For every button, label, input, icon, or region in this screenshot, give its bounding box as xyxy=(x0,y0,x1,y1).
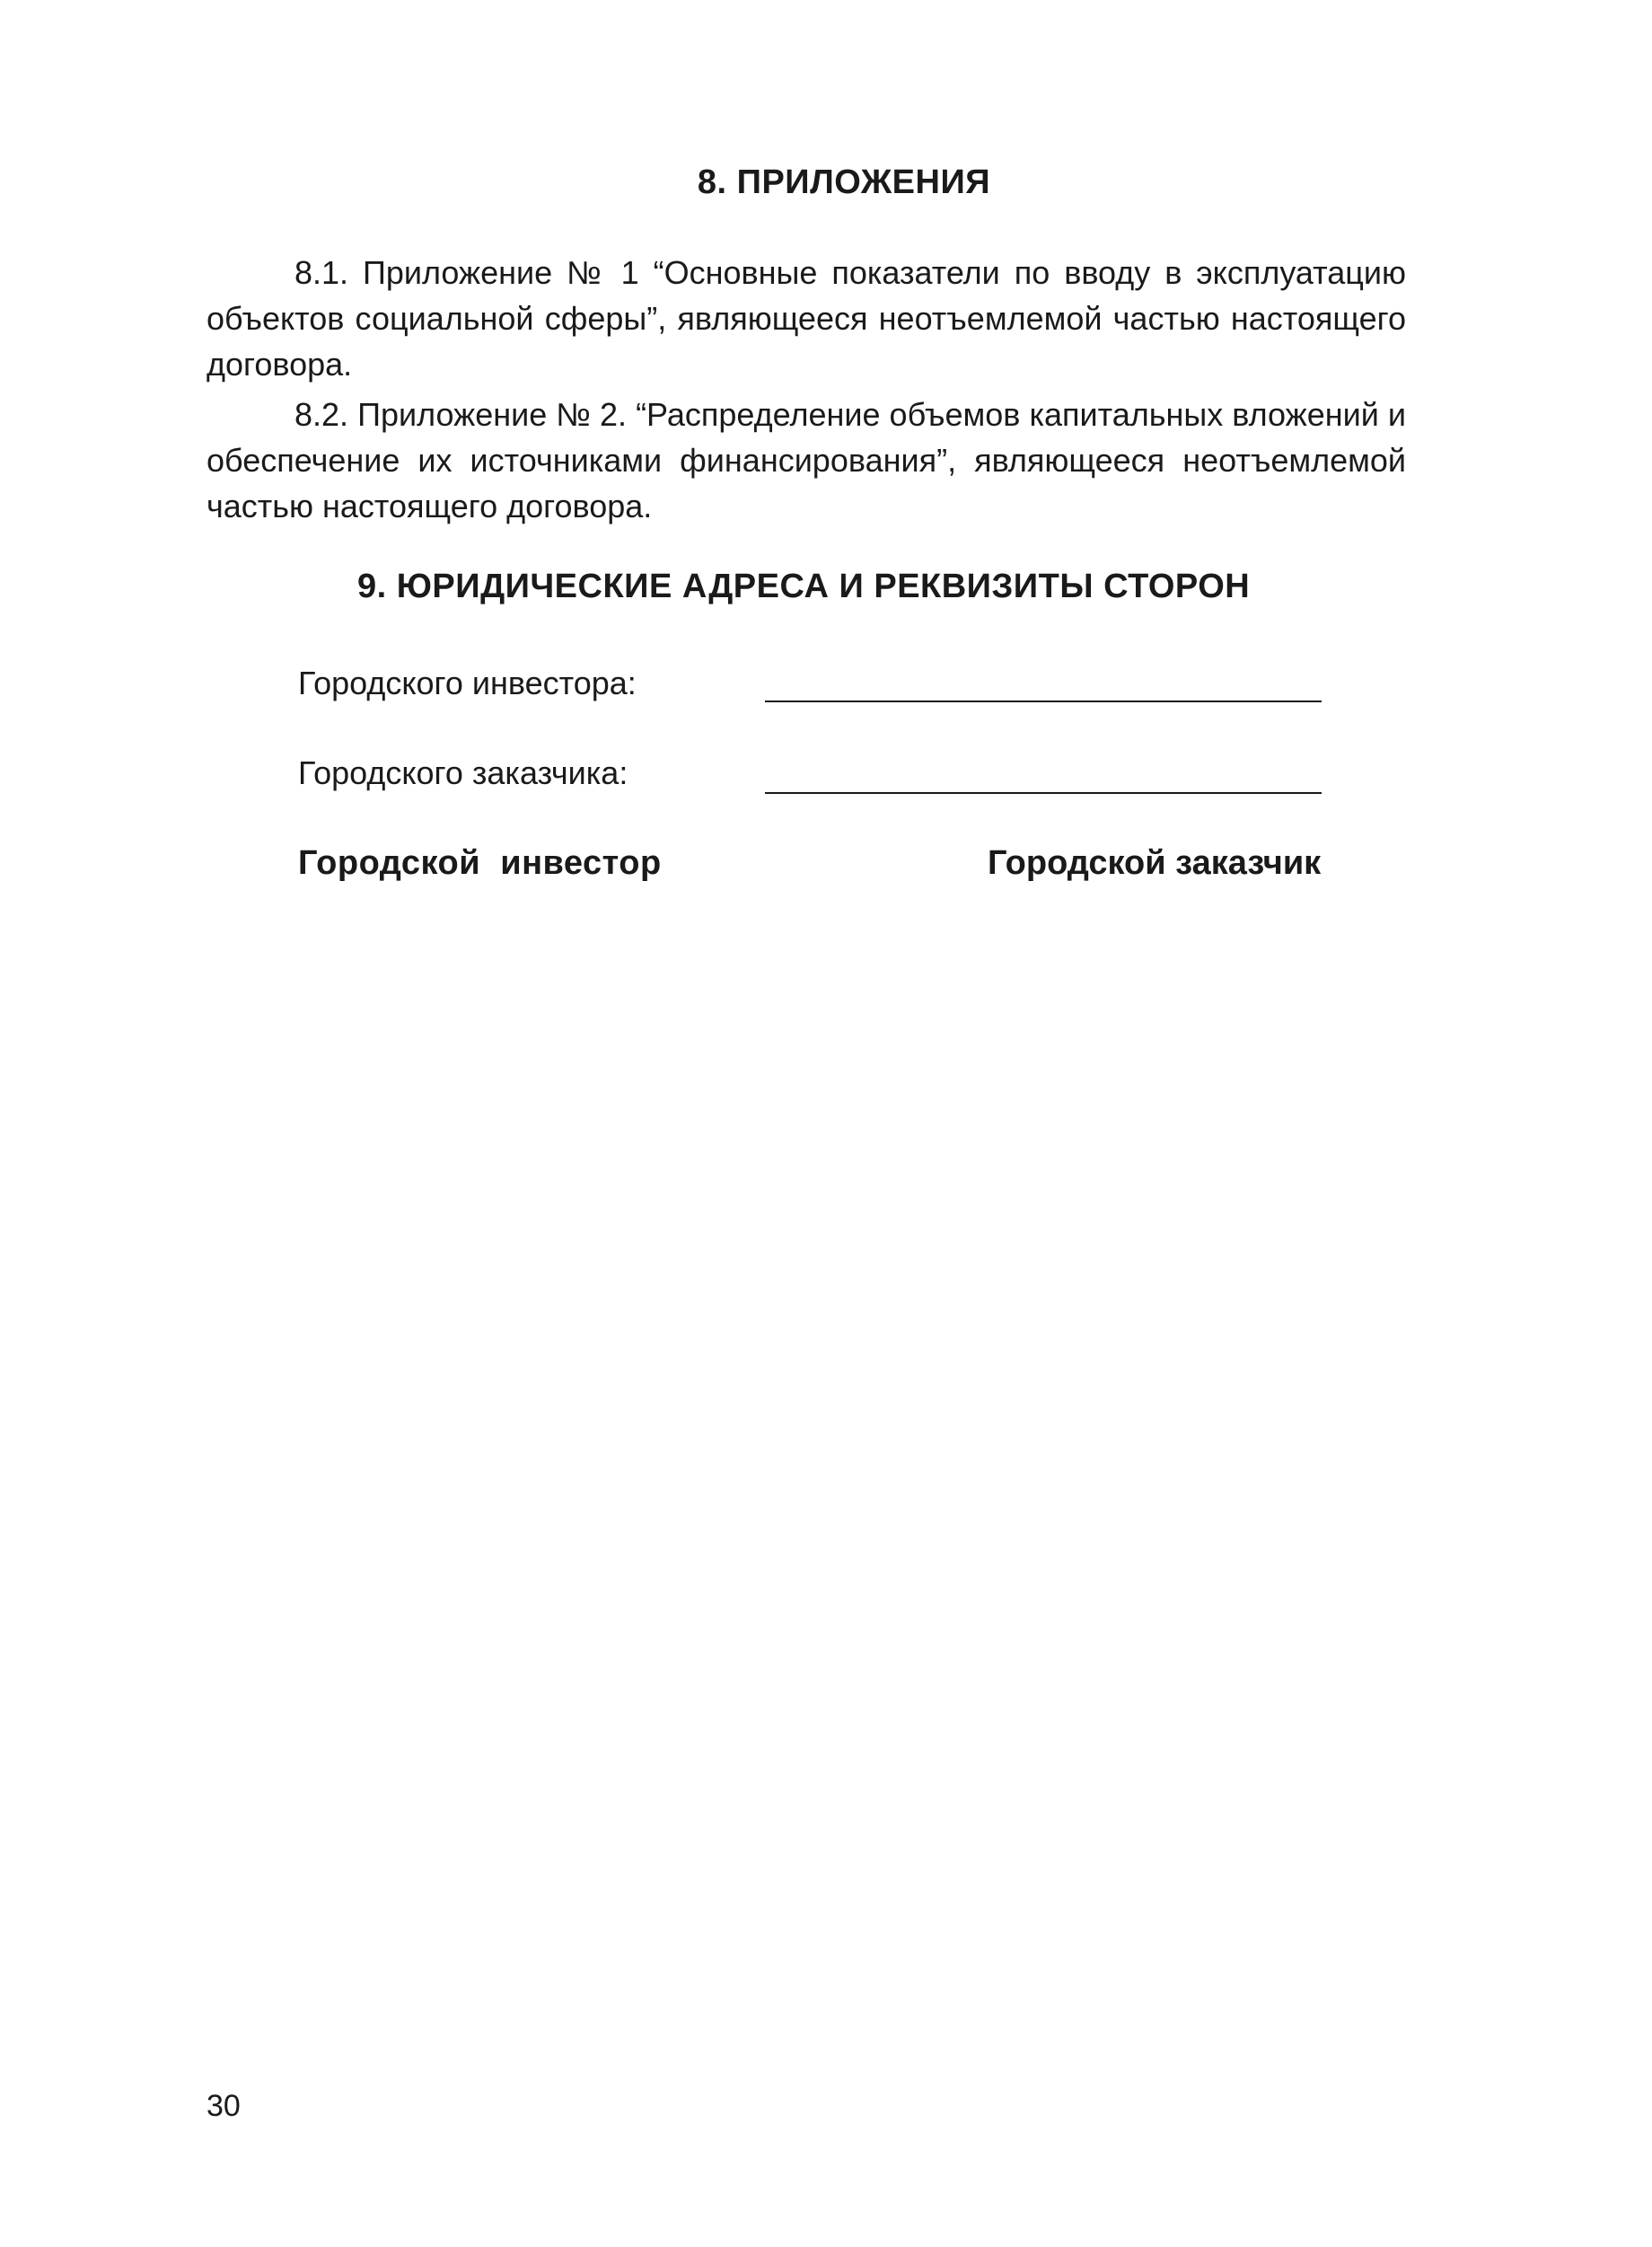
appendix-item-2 xyxy=(206,392,1406,529)
page-number: 30 xyxy=(206,2089,241,2123)
section-8-heading xyxy=(0,163,1652,202)
customer-signature-heading: Городской заказчик xyxy=(988,844,1322,882)
section-9-heading: 9. ЮРИДИЧЕСКИЕ АДРЕСА И РЕКВИЗИТЫ СТОРОН xyxy=(357,568,1251,605)
appendix-item-1 xyxy=(206,250,1406,387)
appendix-item-1-text: 8.1. Приложение № 1 “Основные показатели по вводу в эксплуатацию объектов социальной сферы”, являющееся неотъемлемой частью настоящего договора. xyxy=(206,254,1406,383)
section-8-title: 8. ПРИЛОЖЕНИЯ xyxy=(697,163,991,201)
customer-address-blank-line xyxy=(765,792,1322,794)
investor-address-label: Городского инвестора: xyxy=(298,665,637,701)
investor-signature-heading: Городской инвестор xyxy=(298,844,662,882)
appendix-item-2-text: 8.2. Приложение № 2. “Распределение объемов капитальных вложений и обеспечение их источниками финансирования”, являющееся неотъемлемой частью настоящего договора. xyxy=(206,396,1406,524)
customer-address-label: Городского заказчика: xyxy=(298,754,628,791)
investor-address-blank-line xyxy=(765,701,1322,702)
